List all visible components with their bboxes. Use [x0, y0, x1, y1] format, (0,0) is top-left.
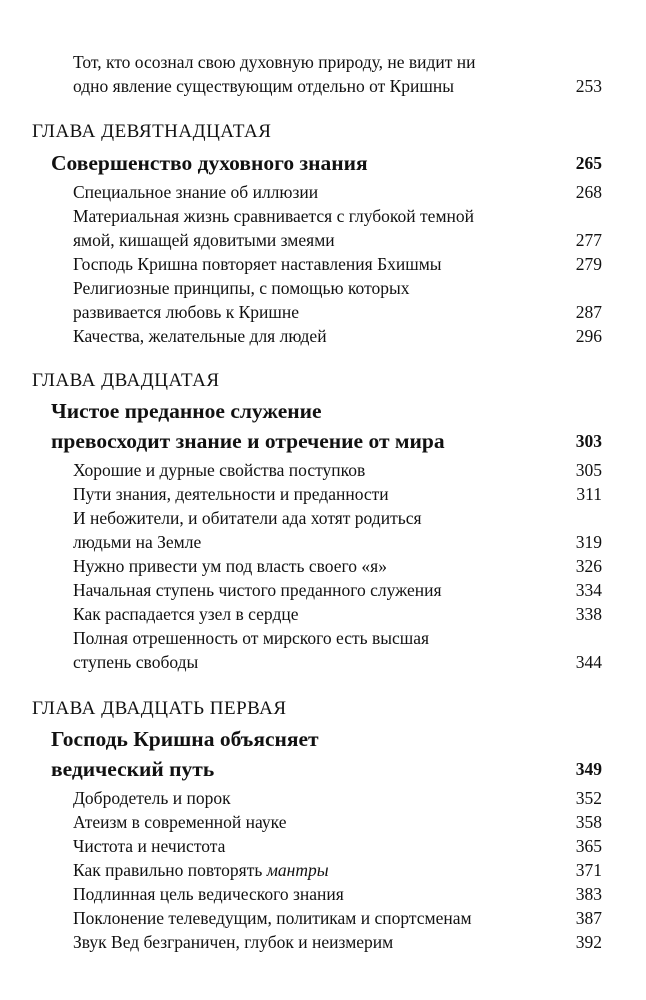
toc-entry-text: ямой, кишащей ядовитыми змеями — [73, 230, 335, 250]
toc-entry-text: Атеизм в современной науке — [73, 812, 287, 832]
toc-entry-text: Как распадается узел в сердце — [73, 604, 299, 624]
page-number: 305 — [575, 460, 602, 480]
page-number: 268 — [575, 182, 602, 202]
chapter-label: ГЛАВА ДВАДЦАТАЯ — [32, 370, 220, 391]
chapter-title: Совершенство духовного знания — [51, 151, 368, 175]
page-number: 392 — [575, 932, 602, 952]
toc-entry-text: Полная отрешенность от мирского есть высшая — [73, 628, 430, 648]
toc-entry-text: развивается любовь к Кришне — [73, 302, 300, 322]
toc-entry-text: Качества, желательные для людей — [73, 326, 327, 346]
toc-entry-text: Нужно привести ум под власть своего «я» — [73, 556, 387, 576]
toc-entry-text: Звук Вед безграничен, глубок и неизмерим — [73, 932, 394, 952]
toc-entry-text: Господь Кришна повторяет наставления Бхишмы — [73, 254, 442, 274]
page-number: 338 — [575, 604, 602, 624]
toc-entry-text: Религиозные принципы, с помощью которых — [73, 278, 410, 298]
page-number: 387 — [575, 908, 602, 928]
toc-entry-text: Тот, кто осознал свою духовную природу, не видит ни — [73, 52, 476, 72]
toc-entry-text — [73, 858, 329, 882]
chapter-title: ведический путь — [51, 757, 215, 781]
toc-entry-text: Начальная ступень чистого преданного служения — [73, 580, 442, 600]
page-number: 319 — [575, 532, 602, 552]
page-number: 296 — [575, 326, 602, 346]
chapter-title: Чистое преданное служение — [51, 399, 322, 423]
toc-entry-text: ступень свободы — [73, 652, 199, 672]
page-number: 311 — [576, 484, 602, 504]
toc-entry-text: И небожители, и обитатели ада хотят родиться — [73, 508, 422, 528]
toc-entry-text-part: Как правильно повторять — [73, 860, 267, 880]
page-number: 344 — [575, 652, 602, 672]
page-number: 253 — [575, 76, 602, 96]
chapter-title: Господь Кришна объясняет — [51, 727, 319, 751]
page-number: 334 — [575, 580, 602, 600]
page-number: 326 — [575, 556, 602, 576]
page-number: 279 — [575, 254, 602, 274]
page-number: 383 — [575, 884, 602, 904]
page-number: 352 — [575, 788, 602, 808]
toc-entry-text: Добродетель и порок — [73, 788, 231, 808]
page-number: 365 — [575, 836, 602, 856]
chapter-page-number: 265 — [575, 153, 602, 173]
chapter-page-number: 349 — [575, 759, 602, 779]
toc-entry-text: Чистота и нечистота — [73, 836, 226, 856]
toc-entry-text: одно явление существующим отдельно от Кришны — [73, 76, 454, 96]
toc-entry-text: людьми на Земле — [73, 532, 202, 552]
chapter-page-number: 303 — [575, 431, 602, 451]
page-number: 287 — [575, 302, 602, 322]
page-number: 358 — [575, 812, 602, 832]
toc-entry-text: Пути знания, деятельности и преданности — [73, 484, 389, 504]
toc-entry-text: Материальная жизнь сравнивается с глубокой темной — [73, 206, 474, 226]
toc-entry-italic: мантры — [266, 860, 329, 880]
toc-entry-text: Хорошие и дурные свойства поступков — [73, 460, 366, 480]
toc-entry-text: Подлинная цель ведического знания — [73, 884, 344, 904]
chapter-label: ГЛАВА ДЕВЯТНАДЦАТАЯ — [32, 121, 272, 142]
page-number: 277 — [575, 230, 602, 250]
page-number: 371 — [575, 860, 602, 880]
toc-entry-text: Поклонение телеведущим, политикам и спортсменам — [73, 908, 472, 928]
chapter-title: превосходит знание и отречение от мира — [51, 429, 445, 453]
chapter-label: ГЛАВА ДВАДЦАТЬ ПЕРВАЯ — [32, 698, 287, 719]
toc-entry-text: Специальное знание об иллюзии — [73, 182, 319, 202]
